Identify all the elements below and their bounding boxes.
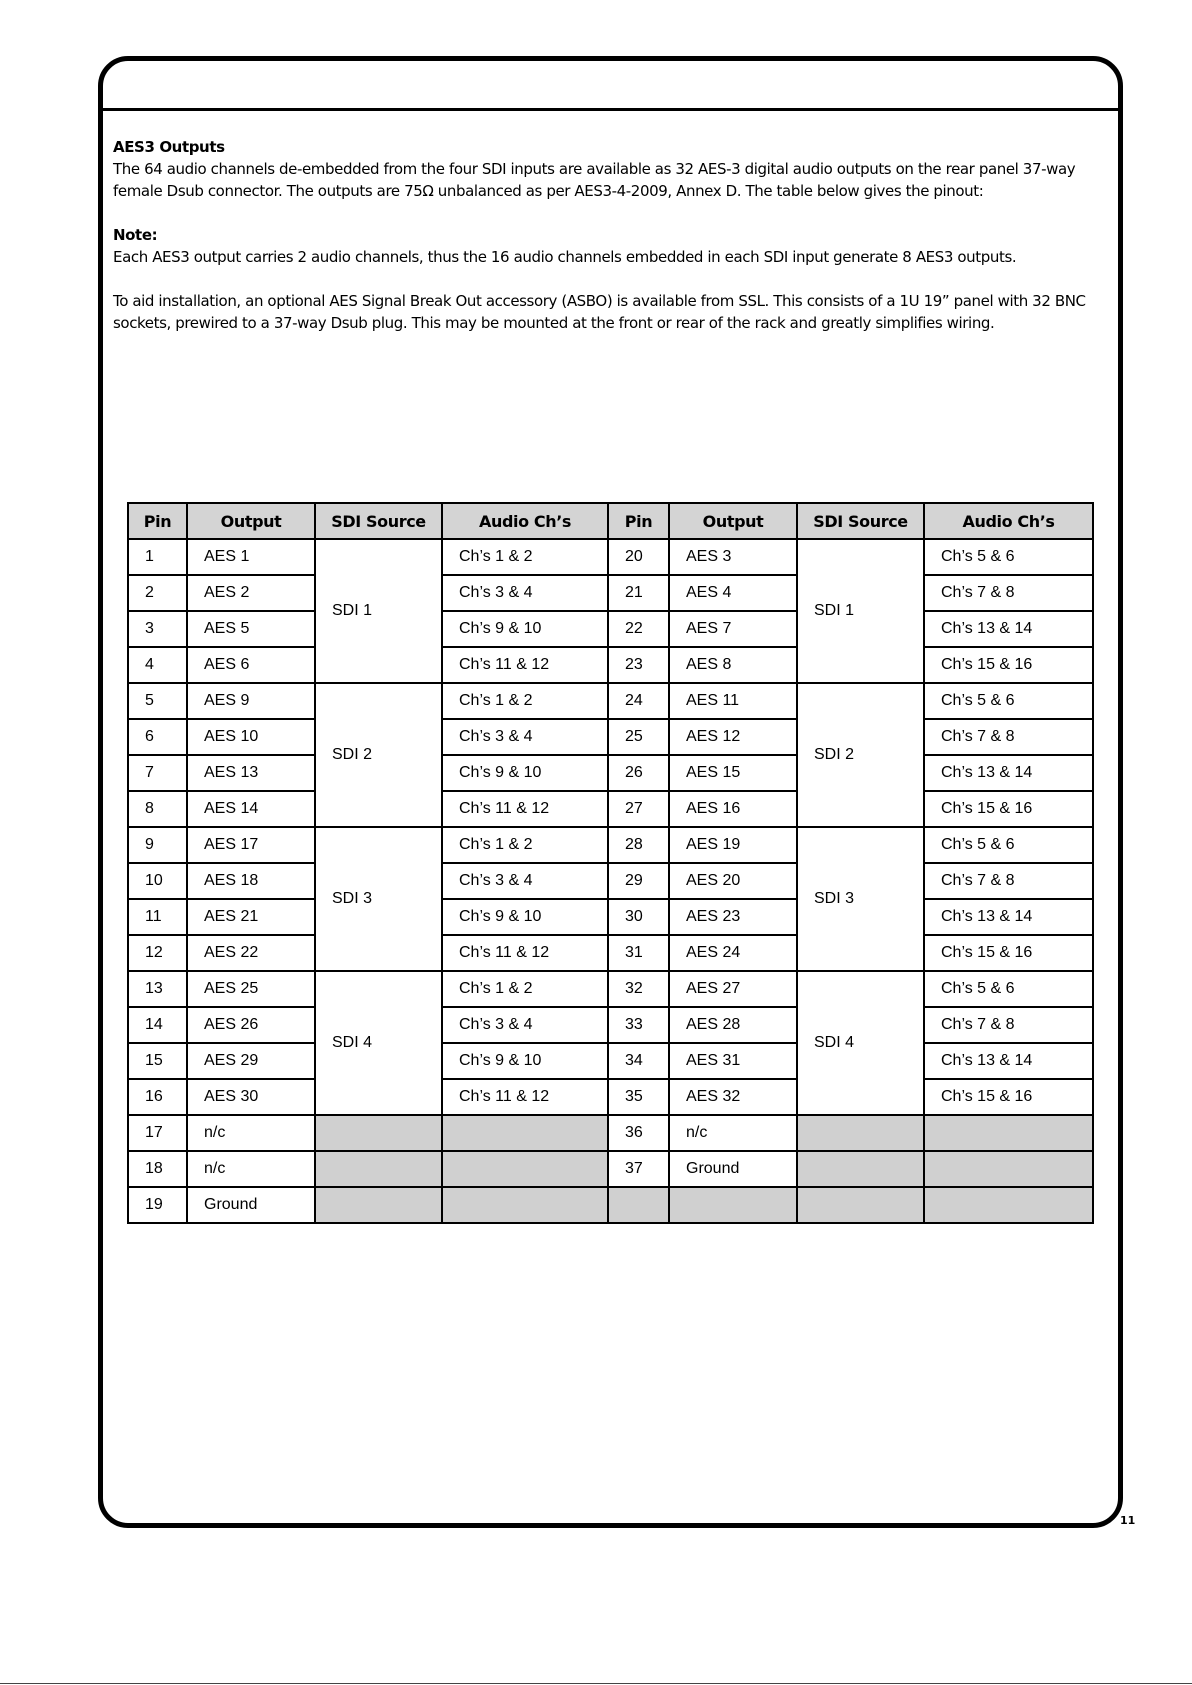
- page-bottom-rule: [0, 1683, 1192, 1684]
- header-sdi-source: SDI Source: [797, 503, 924, 539]
- output-cell: n/c: [669, 1115, 797, 1151]
- pin-cell: 37: [608, 1151, 669, 1187]
- output-cell: n/c: [187, 1151, 315, 1187]
- pin-cell: 22: [608, 611, 669, 647]
- pin-cell: 29: [608, 863, 669, 899]
- audio-channels-cell: Ch’s 1 & 2: [442, 971, 608, 1007]
- installation-paragraph: To aid installation, an optional AES Signal Break Out accessory (ASBO) is available from SSL. This consists of a 1U 19” panel with 32 BNC sockets, prewired to a 37-way Dsub plug. This may be mounted at the front or rear of the rack and greatly simplifies wiring.: [113, 292, 1086, 332]
- audio-channels-cell: Ch’s 13 & 14: [924, 611, 1093, 647]
- output-cell: AES 30: [187, 1079, 315, 1115]
- section-title: AES3 Outputs: [113, 138, 225, 156]
- audio-channels-cell: Ch’s 1 & 2: [442, 683, 608, 719]
- output-cell: AES 4: [669, 575, 797, 611]
- empty-cell: [442, 1151, 608, 1187]
- audio-channels-cell: Ch’s 9 & 10: [442, 899, 608, 935]
- table-row: [128, 1007, 1093, 1043]
- table-row: [128, 1151, 1093, 1187]
- audio-channels-cell: Ch’s 7 & 8: [924, 719, 1093, 755]
- audio-channels-cell: Ch’s 15 & 16: [924, 791, 1093, 827]
- pin-cell: 9: [128, 827, 187, 863]
- header-audio-chs: Audio Ch’s: [442, 503, 608, 539]
- audio-channels-cell: Ch’s 3 & 4: [442, 863, 608, 899]
- audio-channels-cell: Ch’s 5 & 6: [924, 683, 1093, 719]
- output-cell: AES 9: [187, 683, 315, 719]
- empty-cell: [315, 1151, 442, 1187]
- output-cell: AES 10: [187, 719, 315, 755]
- output-cell: Ground: [669, 1151, 797, 1187]
- pin-cell: 27: [608, 791, 669, 827]
- sdi-source-cell: SDI 2: [315, 683, 442, 827]
- output-cell: AES 7: [669, 611, 797, 647]
- pin-cell: 23: [608, 647, 669, 683]
- table-row: [128, 611, 1093, 647]
- sdi-source-cell: SDI 1: [315, 539, 442, 683]
- output-cell: n/c: [187, 1115, 315, 1151]
- pin-cell: 4: [128, 647, 187, 683]
- header-pin: Pin: [608, 503, 669, 539]
- empty-cell: [442, 1187, 608, 1223]
- audio-channels-cell: Ch’s 3 & 4: [442, 575, 608, 611]
- pin-cell: 25: [608, 719, 669, 755]
- audio-channels-cell: Ch’s 15 & 16: [924, 935, 1093, 971]
- pin-cell: 19: [128, 1187, 187, 1223]
- table-row: [128, 863, 1093, 899]
- header-output: Output: [187, 503, 315, 539]
- output-cell: AES 25: [187, 971, 315, 1007]
- pin-cell: 24: [608, 683, 669, 719]
- audio-channels-cell: Ch’s 15 & 16: [924, 1079, 1093, 1115]
- pin-cell: 31: [608, 935, 669, 971]
- pin-cell: 26: [608, 755, 669, 791]
- table-body: [128, 539, 1093, 1223]
- output-cell: AES 6: [187, 647, 315, 683]
- sdi-source-cell: SDI 2: [797, 683, 924, 827]
- empty-cell: [797, 1151, 924, 1187]
- table-row: [128, 827, 1093, 863]
- output-cell: AES 12: [669, 719, 797, 755]
- header-output: Output: [669, 503, 797, 539]
- pin-cell: 35: [608, 1079, 669, 1115]
- output-cell: AES 2: [187, 575, 315, 611]
- table-row: [128, 575, 1093, 611]
- pin-cell: 34: [608, 1043, 669, 1079]
- audio-channels-cell: Ch’s 9 & 10: [442, 611, 608, 647]
- pin-cell: 36: [608, 1115, 669, 1151]
- pin-cell: 8: [128, 791, 187, 827]
- output-cell: AES 17: [187, 827, 315, 863]
- output-cell: AES 16: [669, 791, 797, 827]
- pin-cell: 3: [128, 611, 187, 647]
- page-number: 11: [1120, 1514, 1136, 1527]
- intro-paragraph: The 64 audio channels de-embedded from the four SDI inputs are available as 32 AES-3 digital audio outputs on the rear panel 37-way female Dsub connector. The outputs are 75Ω unbalanced as per AES3-4-2009, Annex D. The table below gives the pinout:: [113, 160, 1076, 200]
- sdi-source-cell: SDI 4: [797, 971, 924, 1115]
- empty-cell: [442, 1115, 608, 1151]
- pin-cell: 11: [128, 899, 187, 935]
- table-row: [128, 1079, 1093, 1115]
- table-row: [128, 1115, 1093, 1151]
- pin-cell: 21: [608, 575, 669, 611]
- output-cell: AES 14: [187, 791, 315, 827]
- audio-channels-cell: Ch’s 9 & 10: [442, 755, 608, 791]
- pin-cell: 18: [128, 1151, 187, 1187]
- empty-cell: [315, 1187, 442, 1223]
- audio-channels-cell: Ch’s 15 & 16: [924, 647, 1093, 683]
- audio-channels-cell: Ch’s 11 & 12: [442, 791, 608, 827]
- output-cell: AES 19: [669, 827, 797, 863]
- audio-channels-cell: Ch’s 13 & 14: [924, 755, 1093, 791]
- audio-channels-cell: Ch’s 5 & 6: [924, 827, 1093, 863]
- pin-cell: 5: [128, 683, 187, 719]
- sdi-source-cell: SDI 3: [797, 827, 924, 971]
- pin-cell: 14: [128, 1007, 187, 1043]
- header-audio-chs: Audio Ch’s: [924, 503, 1093, 539]
- output-cell: AES 8: [669, 647, 797, 683]
- audio-channels-cell: Ch’s 7 & 8: [924, 1007, 1093, 1043]
- audio-channels-cell: Ch’s 1 & 2: [442, 539, 608, 575]
- output-cell: AES 31: [669, 1043, 797, 1079]
- audio-channels-cell: Ch’s 13 & 14: [924, 899, 1093, 935]
- output-cell: AES 3: [669, 539, 797, 575]
- output-cell: Ground: [187, 1187, 315, 1223]
- pin-cell: 7: [128, 755, 187, 791]
- output-cell: [669, 1187, 797, 1223]
- output-cell: AES 32: [669, 1079, 797, 1115]
- note-paragraph: Each AES3 output carries 2 audio channels, thus the 16 audio channels embedded in each SDI input generate 8 AES3 outputs.: [113, 248, 1017, 266]
- output-cell: AES 1: [187, 539, 315, 575]
- pin-cell: 16: [128, 1079, 187, 1115]
- pin-cell: 13: [128, 971, 187, 1007]
- empty-cell: [797, 1115, 924, 1151]
- audio-channels-cell: Ch’s 3 & 4: [442, 719, 608, 755]
- pin-cell: 15: [128, 1043, 187, 1079]
- pin-cell: 10: [128, 863, 187, 899]
- pin-cell: 30: [608, 899, 669, 935]
- table-row: [128, 935, 1093, 971]
- output-cell: AES 20: [669, 863, 797, 899]
- pin-cell: 12: [128, 935, 187, 971]
- audio-channels-cell: Ch’s 7 & 8: [924, 575, 1093, 611]
- audio-channels-cell: Ch’s 1 & 2: [442, 827, 608, 863]
- output-cell: AES 11: [669, 683, 797, 719]
- sdi-source-cell: SDI 1: [797, 539, 924, 683]
- empty-cell: [924, 1151, 1093, 1187]
- section-content: [113, 136, 1098, 334]
- table-row: [128, 647, 1093, 683]
- audio-channels-cell: Ch’s 9 & 10: [442, 1043, 608, 1079]
- empty-cell: [924, 1187, 1093, 1223]
- pin-cell: 1: [128, 539, 187, 575]
- output-cell: AES 29: [187, 1043, 315, 1079]
- empty-cell: [924, 1115, 1093, 1151]
- table-row: [128, 899, 1093, 935]
- header-pin: Pin: [128, 503, 187, 539]
- output-cell: AES 24: [669, 935, 797, 971]
- table-row: [128, 539, 1093, 575]
- output-cell: AES 26: [187, 1007, 315, 1043]
- empty-cell: [315, 1115, 442, 1151]
- audio-channels-cell: Ch’s 11 & 12: [442, 1079, 608, 1115]
- table-row: [128, 755, 1093, 791]
- output-cell: AES 18: [187, 863, 315, 899]
- audio-channels-cell: Ch’s 3 & 4: [442, 1007, 608, 1043]
- pin-cell: [608, 1187, 669, 1223]
- audio-channels-cell: Ch’s 5 & 6: [924, 971, 1093, 1007]
- table-row: [128, 1043, 1093, 1079]
- table-row: [128, 971, 1093, 1007]
- pin-cell: 32: [608, 971, 669, 1007]
- table-row: [128, 683, 1093, 719]
- table-header-row: [128, 503, 1093, 539]
- sdi-source-cell: SDI 3: [315, 827, 442, 971]
- output-cell: AES 21: [187, 899, 315, 935]
- output-cell: AES 28: [669, 1007, 797, 1043]
- output-cell: AES 15: [669, 755, 797, 791]
- audio-channels-cell: Ch’s 11 & 12: [442, 935, 608, 971]
- output-cell: AES 13: [187, 755, 315, 791]
- output-cell: AES 23: [669, 899, 797, 935]
- pin-cell: 17: [128, 1115, 187, 1151]
- table-row: [128, 791, 1093, 827]
- audio-channels-cell: Ch’s 5 & 6: [924, 539, 1093, 575]
- audio-channels-cell: Ch’s 11 & 12: [442, 647, 608, 683]
- pin-cell: 6: [128, 719, 187, 755]
- table-row: [128, 1187, 1093, 1223]
- pin-cell: 28: [608, 827, 669, 863]
- output-cell: AES 22: [187, 935, 315, 971]
- note-label: Note:: [113, 226, 158, 244]
- pin-cell: 33: [608, 1007, 669, 1043]
- audio-channels-cell: Ch’s 13 & 14: [924, 1043, 1093, 1079]
- pin-cell: 20: [608, 539, 669, 575]
- output-cell: AES 5: [187, 611, 315, 647]
- empty-cell: [797, 1187, 924, 1223]
- pinout-table: [127, 502, 1094, 1224]
- audio-channels-cell: Ch’s 7 & 8: [924, 863, 1093, 899]
- header-sdi-source: SDI Source: [315, 503, 442, 539]
- pin-cell: 2: [128, 575, 187, 611]
- sdi-source-cell: SDI 4: [315, 971, 442, 1115]
- table-row: [128, 719, 1093, 755]
- header-rule: [103, 108, 1118, 111]
- output-cell: AES 27: [669, 971, 797, 1007]
